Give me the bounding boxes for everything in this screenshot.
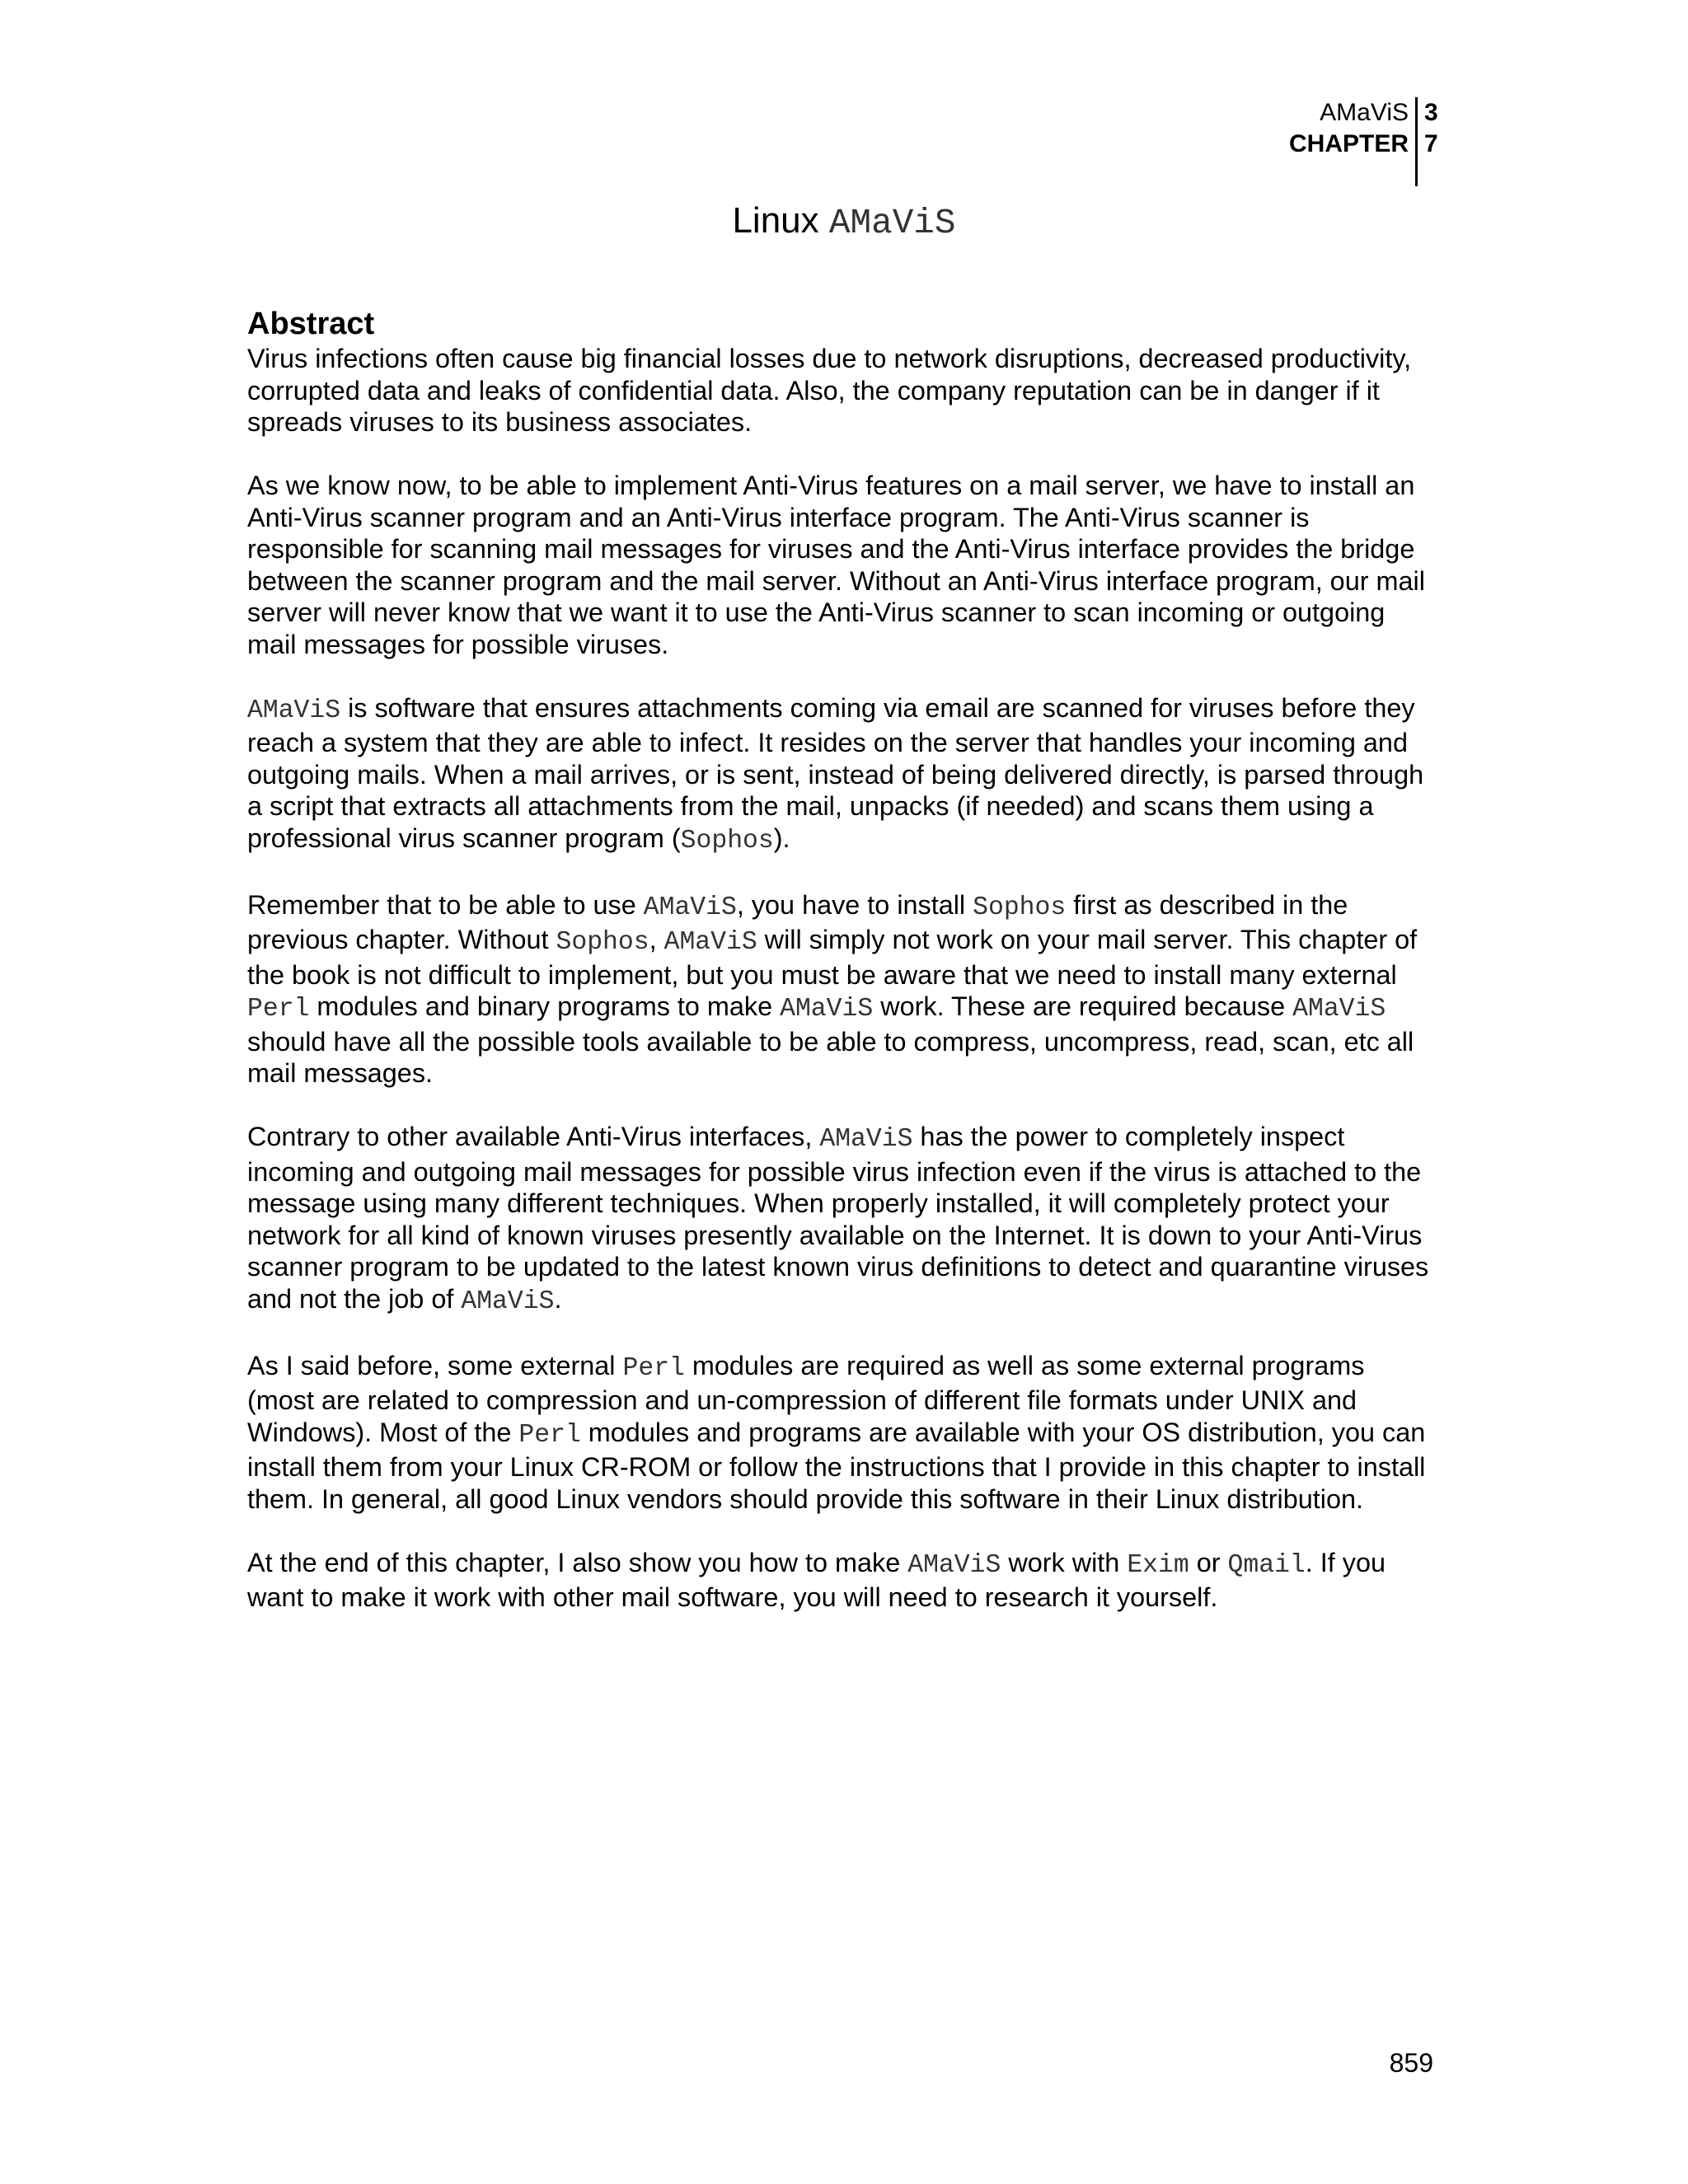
chapter-number bbox=[1418, 97, 1441, 186]
code-amavis: AMaViS bbox=[461, 1286, 555, 1316]
paragraph-text: As I said before, some external bbox=[247, 1350, 623, 1380]
code-amavis: AMaViS bbox=[643, 893, 737, 922]
code-amavis: AMaViS bbox=[907, 1550, 1001, 1580]
code-exim: Exim bbox=[1127, 1550, 1189, 1580]
paragraph-text: should have all the possible tools available to be able to compress, uncompress, read, scan, etc all mail messages. bbox=[247, 1026, 1414, 1088]
paragraph-text: , you have to install bbox=[736, 889, 973, 920]
main-content bbox=[247, 305, 1438, 1645]
paragraph-text: modules and programs are available with your OS distribution, you can install them from your Linux CR-ROM or follow the instructions that I provide in this chapter to install them. In general, all good Linux vendors should provide this software in their Linux distribution. bbox=[247, 1417, 1426, 1514]
paragraph-text: modules and binary programs to make bbox=[309, 991, 781, 1021]
paragraph-text: will simply not work on your mail server. This chapter of the book is not difficult to implement, but you must be aware that we need to install many external bbox=[247, 925, 1418, 990]
paragraph-text: is software that ensures attachments coming via email are scanned for viruses before they reach a system that they are able to infect. It resides on the server that handles your incoming and outgoing mails. When a mail arrives, or is sent, instead of being delivered directly, is parsed through a script that extracts all attachments from the mail, unpacks (if needed) and scans them using a professional virus scanner program ( bbox=[247, 692, 1424, 853]
paragraph-4 bbox=[247, 889, 1438, 1090]
paragraph-text: . bbox=[554, 1283, 562, 1314]
paragraph-5 bbox=[247, 1121, 1438, 1318]
abstract-heading: Abstract bbox=[247, 307, 375, 341]
code-perl: Perl bbox=[622, 1353, 685, 1383]
code-amavis: AMaViS bbox=[663, 928, 757, 957]
paragraph-text: has the power to completely inspect incoming and outgoing mail messages for possible virus infection even if the virus is attached to the message using many different techniques. When properly installed, it will completely protect your network for all kind of known viruses presently available on the Internet. It is down to your Anti-Virus scanner program to be updated to the latest known virus definitions to detect and quarantine viruses and not the job of bbox=[247, 1122, 1429, 1314]
paragraph-text: work with bbox=[1001, 1547, 1128, 1577]
paragraph-3 bbox=[247, 692, 1438, 858]
code-perl: Perl bbox=[247, 995, 310, 1024]
paragraph-text: . If you want to make it work with other mail software, you will need to research it yourself. bbox=[247, 1547, 1386, 1612]
chapter-label: CHAPTER bbox=[1288, 130, 1409, 157]
paragraph-text: Remember that to be able to use bbox=[247, 889, 644, 920]
code-sophos: Sophos bbox=[556, 928, 649, 957]
code-sophos: Sophos bbox=[680, 826, 774, 855]
chapter-number-digit-2: 7 bbox=[1424, 130, 1438, 157]
chapter-labels bbox=[1289, 97, 1418, 186]
paragraph-7 bbox=[247, 1547, 1438, 1614]
paragraph-text: , bbox=[649, 925, 664, 954]
paragraph-1: Virus infections often cause big financial losses due to network disruptions, decreased productivity, corrupted data and leaks of confidential data. Also, the company reputation can be in danger if it spreads viruses to its business associates. bbox=[247, 344, 1412, 437]
paragraph-text: or bbox=[1189, 1547, 1228, 1577]
code-perl: Perl bbox=[518, 1420, 581, 1450]
page-title bbox=[0, 196, 1688, 248]
chapter-header bbox=[1289, 97, 1441, 186]
code-amavis: AMaViS bbox=[780, 995, 874, 1024]
code-amavis: AMaViS bbox=[1292, 995, 1386, 1024]
paragraph-6 bbox=[247, 1350, 1438, 1516]
page-title-text: Linux bbox=[732, 200, 819, 241]
paragraph-2: As we know now, to be able to implement Anti-Virus features on a mail server, we have to install an Anti-Virus scanner program and an Anti-Virus interface program. The Anti-Virus scanner is responsible for scanning mail messages for viruses and the Anti-Virus interface provides the bridge between the scanner program and the mail server. Without an Anti-Virus interface program, our mail server will never know that we want it to use the Anti-Virus scanner to scan incoming or outgoing mail messages for possible viruses. bbox=[247, 471, 1425, 659]
paragraph-text: work. These are required because bbox=[873, 991, 1293, 1021]
page-number: 859 bbox=[1389, 2048, 1433, 2078]
chapter-number-digit-1: 3 bbox=[1424, 99, 1438, 126]
paragraph-text: At the end of this chapter, I also show you how to make bbox=[247, 1547, 908, 1577]
paragraph-text: ). bbox=[773, 823, 790, 853]
paragraph-text: modules are required as well as some external programs (most are related to compression and un-compression of different file formats under UNIX and Windows). Most of the bbox=[247, 1350, 1365, 1447]
paragraph-text: first as described in the previous chapter. Without bbox=[247, 889, 1348, 954]
page-title-code: AMaViS bbox=[828, 203, 956, 243]
chapter-topic-label: AMaViS bbox=[1320, 99, 1409, 126]
code-sophos: Sophos bbox=[973, 893, 1067, 922]
code-qmail: Qmail bbox=[1227, 1550, 1306, 1580]
code-amavis: AMaViS bbox=[247, 696, 341, 725]
paragraph-text: Contrary to other available Anti-Virus interfaces, bbox=[247, 1122, 820, 1151]
code-amavis: AMaViS bbox=[819, 1125, 913, 1154]
